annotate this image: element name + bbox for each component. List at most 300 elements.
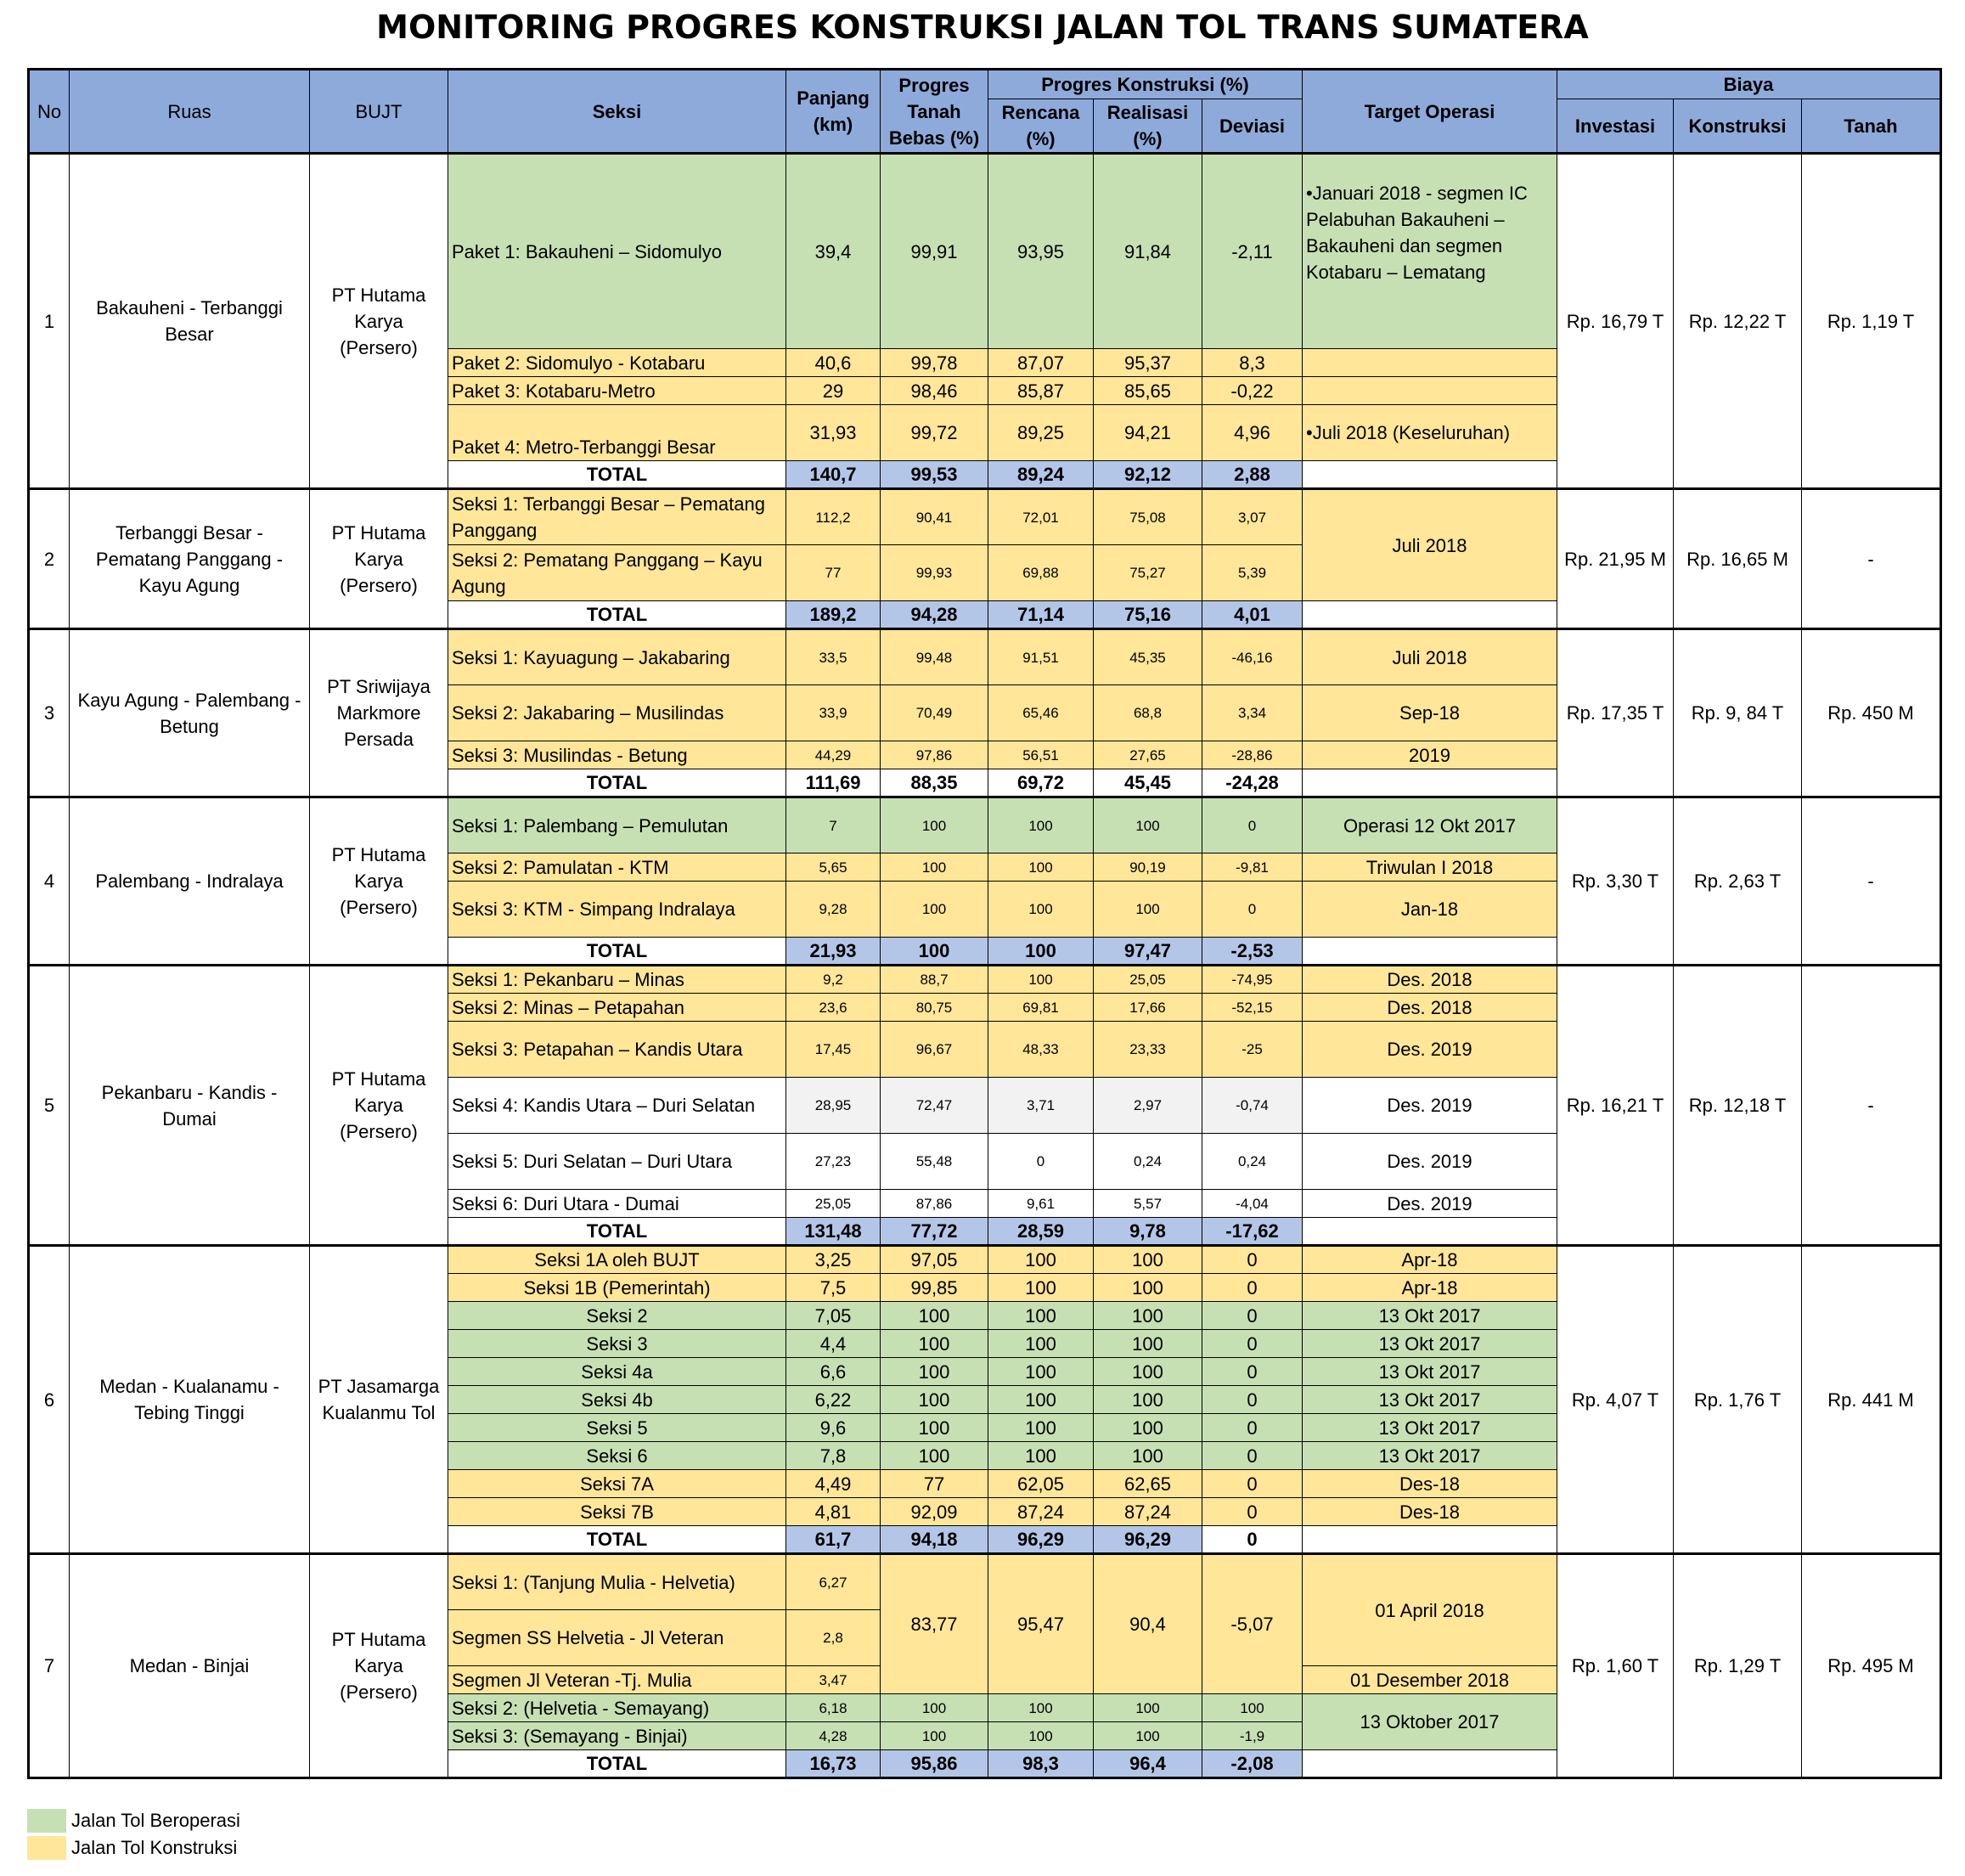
header-biaya: Biaya	[1557, 70, 1941, 99]
total-panjang: 111,69	[786, 769, 881, 797]
ruas-cell: Palembang - Indralaya	[70, 797, 310, 966]
tanah-bebas-cell: 100	[881, 1722, 988, 1750]
deviasi-cell: 0	[1202, 1386, 1303, 1414]
deviasi-cell: -46,16	[1202, 629, 1303, 685]
rencana-cell: 100	[988, 1330, 1094, 1358]
panjang-cell: 25,05	[786, 1190, 881, 1218]
deviasi-cell: 0	[1202, 1470, 1303, 1498]
tanah-bebas-cell: 72,47	[881, 1078, 988, 1134]
tanah-bebas-cell: 70,49	[881, 685, 988, 741]
panjang-cell: 6,6	[786, 1358, 881, 1386]
deviasi-cell: 0	[1202, 1358, 1303, 1386]
tanah-bebas-cell: 100	[881, 853, 988, 882]
total-rencana: 98,3	[988, 1750, 1094, 1778]
investasi-cell: Rp. 16,79 T	[1557, 154, 1674, 489]
tanah-bebas-cell: 99,72	[881, 405, 988, 461]
deviasi-cell: 0	[1202, 1302, 1303, 1330]
seksi-cell: Seksi 2: Pematang Panggang – Kayu Agung	[448, 545, 786, 601]
seksi-cell: Paket 2: Sidomulyo - Kotabaru	[448, 349, 786, 377]
deviasi-cell: 100	[1202, 1694, 1303, 1722]
header-rencana: Rencana (%)	[988, 99, 1094, 154]
target-cell: •Juli 2018 (Keseluruhan)	[1303, 405, 1557, 461]
seksi-cell: Seksi 4b	[448, 1386, 786, 1414]
total-rencana: 96,29	[988, 1526, 1094, 1554]
tanah-bebas-cell: 92,09	[881, 1498, 988, 1526]
realisasi-cell: 100	[1094, 1274, 1202, 1302]
konstruksi-cost-cell: Rp. 1,76 T	[1674, 1246, 1802, 1554]
ruas-cell: Bakauheni - Terbanggi Besar	[70, 154, 310, 489]
deviasi-cell: -4,04	[1202, 1190, 1303, 1218]
table-row	[29, 966, 1941, 994]
realisasi-cell: 45,35	[1094, 629, 1202, 685]
tanah-bebas-cell: 88,7	[881, 966, 988, 994]
target-cell	[1303, 377, 1557, 405]
target-cell: Des. 2019	[1303, 1022, 1557, 1078]
realisasi-cell: 100	[1094, 1330, 1202, 1358]
panjang-cell: 7	[786, 797, 881, 853]
document-title: MONITORING PROGRES KONSTRUKSI JALAN TOL TRANS SUMATERA	[376, 8, 1589, 46]
target-cell: Apr-18	[1303, 1246, 1557, 1274]
tanah-bebas-cell: 77	[881, 1470, 988, 1498]
panjang-cell: 4,4	[786, 1330, 881, 1358]
tanah-bebas-cell: 100	[881, 1358, 988, 1386]
panjang-cell: 28,95	[786, 1078, 881, 1134]
row-no: 4	[29, 797, 70, 966]
panjang-cell: 6,22	[786, 1386, 881, 1414]
deviasi-cell: 0	[1202, 797, 1303, 853]
total-deviasi: 4,01	[1202, 601, 1303, 629]
realisasi-cell: 17,66	[1094, 994, 1202, 1022]
header-no: No	[29, 70, 70, 154]
tanah-bebas-cell: 55,48	[881, 1134, 988, 1190]
panjang-cell: 29	[786, 377, 881, 405]
total-rencana: 71,14	[988, 601, 1094, 629]
total-label: TOTAL	[448, 1750, 786, 1778]
tanah-bebas-cell: 99,93	[881, 545, 988, 601]
rencana-cell: 3,71	[988, 1078, 1094, 1134]
total-panjang: 131,48	[786, 1218, 881, 1246]
rencana-cell: 87,24	[988, 1498, 1094, 1526]
total-realisasi: 9,78	[1094, 1218, 1202, 1246]
tanah-bebas-cell: 83,77	[881, 1554, 988, 1694]
total-tanah-bebas: 88,35	[881, 769, 988, 797]
rencana-cell: 100	[988, 1274, 1094, 1302]
header-konstruksi: Konstruksi	[1674, 99, 1802, 154]
tanah-cost-cell: Rp. 450 M	[1802, 629, 1941, 797]
tanah-cost-cell: Rp. 495 M	[1802, 1554, 1941, 1778]
total-panjang: 61,7	[786, 1526, 881, 1554]
seksi-cell: Seksi 1: Terbanggi Besar – Pematang Panggang	[448, 489, 786, 545]
row-no: 7	[29, 1554, 70, 1778]
seksi-cell: Seksi 5	[448, 1414, 786, 1442]
rencana-cell: 100	[988, 882, 1094, 938]
target-cell: Operasi 12 Okt 2017	[1303, 797, 1557, 853]
realisasi-cell: 100	[1094, 1358, 1202, 1386]
investasi-cell: Rp. 1,60 T	[1557, 1554, 1674, 1778]
total-rencana: 28,59	[988, 1218, 1094, 1246]
panjang-cell: 4,28	[786, 1722, 881, 1750]
seksi-cell: Seksi 7B	[448, 1498, 786, 1526]
seksi-cell: Seksi 3	[448, 1330, 786, 1358]
panjang-cell: 6,18	[786, 1694, 881, 1722]
target-cell: Triwulan I 2018	[1303, 853, 1557, 882]
panjang-cell: 40,6	[786, 349, 881, 377]
total-deviasi: -2,53	[1202, 938, 1303, 966]
target-cell: Des-18	[1303, 1498, 1557, 1526]
rencana-cell: 91,51	[988, 629, 1094, 685]
rencana-cell: 100	[988, 1414, 1094, 1442]
panjang-cell: 23,6	[786, 994, 881, 1022]
deviasi-cell: 0	[1202, 882, 1303, 938]
panjang-cell: 9,28	[786, 882, 881, 938]
target-cell: Des-18	[1303, 1470, 1557, 1498]
rencana-cell: 87,07	[988, 349, 1094, 377]
rencana-cell: 89,25	[988, 405, 1094, 461]
panjang-cell: 9,6	[786, 1414, 881, 1442]
rencana-cell: 100	[988, 1722, 1094, 1750]
total-realisasi: 45,45	[1094, 769, 1202, 797]
seksi-cell: Seksi 3: KTM - Simpang Indralaya	[448, 882, 786, 938]
total-tanah-bebas: 94,28	[881, 601, 988, 629]
tanah-bebas-cell: 98,46	[881, 377, 988, 405]
realisasi-cell: 100	[1094, 1414, 1202, 1442]
total-target-empty	[1303, 1218, 1557, 1246]
total-tanah-bebas: 99,53	[881, 461, 988, 489]
tanah-cost-cell: -	[1802, 966, 1941, 1246]
target-cell: 13 Okt 2017	[1303, 1302, 1557, 1330]
total-deviasi: -17,62	[1202, 1218, 1303, 1246]
rencana-cell: 100	[988, 1302, 1094, 1330]
realisasi-cell: 85,65	[1094, 377, 1202, 405]
total-realisasi: 97,47	[1094, 938, 1202, 966]
total-deviasi: 0	[1202, 1526, 1303, 1554]
tanah-bebas-cell: 97,05	[881, 1246, 988, 1274]
tanah-bebas-cell: 80,75	[881, 994, 988, 1022]
panjang-cell: 17,45	[786, 1022, 881, 1078]
total-target-empty	[1303, 601, 1557, 629]
panjang-cell: 4,49	[786, 1470, 881, 1498]
deviasi-cell: -74,95	[1202, 966, 1303, 994]
seksi-cell: Seksi 2: (Helvetia - Semayang)	[448, 1694, 786, 1722]
realisasi-cell: 100	[1094, 1694, 1202, 1722]
total-label: TOTAL	[448, 461, 786, 489]
realisasi-cell: 100	[1094, 882, 1202, 938]
target-cell: Des. 2018	[1303, 966, 1557, 994]
bujt-cell: PT Hutama Karya (Persero)	[310, 966, 448, 1246]
table-row	[29, 797, 1941, 853]
total-label: TOTAL	[448, 1218, 786, 1246]
tanah-bebas-cell: 97,86	[881, 741, 988, 769]
total-realisasi: 96,4	[1094, 1750, 1202, 1778]
table-row	[29, 489, 1941, 545]
tanah-bebas-cell: 100	[881, 1386, 988, 1414]
header-progres-konstruksi: Progres Konstruksi (%)	[988, 70, 1303, 99]
realisasi-cell: 2,97	[1094, 1078, 1202, 1134]
total-tanah-bebas: 77,72	[881, 1218, 988, 1246]
bujt-cell: PT Hutama Karya (Persero)	[310, 1554, 448, 1778]
header-ruas: Ruas	[70, 70, 310, 154]
header-panjang: Panjang (km)	[786, 70, 881, 154]
bujt-cell: PT Hutama Karya (Persero)	[310, 797, 448, 966]
deviasi-cell: 0	[1202, 1330, 1303, 1358]
rencana-cell: 100	[988, 1694, 1094, 1722]
panjang-cell: 7,05	[786, 1302, 881, 1330]
deviasi-cell: -0,22	[1202, 377, 1303, 405]
target-cell	[1303, 349, 1557, 377]
row-no: 2	[29, 489, 70, 629]
progress-table	[27, 68, 1942, 1779]
rencana-cell: 62,05	[988, 1470, 1094, 1498]
tanah-bebas-cell: 99,91	[881, 154, 988, 349]
header-tanah-bebas: Progres Tanah Bebas (%)	[881, 70, 988, 154]
total-target-empty	[1303, 1526, 1557, 1554]
rencana-cell: 0	[988, 1134, 1094, 1190]
target-cell: •Januari 2018 - segmen IC Pelabuhan Bakauheni – Bakauheni dan segmen Kotabaru – Lematang	[1303, 154, 1557, 349]
tanah-bebas-cell: 100	[881, 1330, 988, 1358]
realisasi-cell: 100	[1094, 797, 1202, 853]
realisasi-cell: 62,65	[1094, 1470, 1202, 1498]
realisasi-cell: 94,21	[1094, 405, 1202, 461]
tanah-bebas-cell: 96,67	[881, 1022, 988, 1078]
seksi-cell: Seksi 1: Kayuagung – Jakabaring	[448, 629, 786, 685]
seksi-cell: Seksi 1B (Pemerintah)	[448, 1274, 786, 1302]
target-cell: Juli 2018	[1303, 629, 1557, 685]
rencana-cell: 95,47	[988, 1554, 1094, 1694]
deviasi-cell: 0	[1202, 1442, 1303, 1470]
realisasi-cell: 100	[1094, 1386, 1202, 1414]
legend-label: Jalan Tol Beroperasi	[71, 1810, 240, 1831]
ruas-cell: Medan - Binjai	[70, 1554, 310, 1778]
total-panjang: 140,7	[786, 461, 881, 489]
deviasi-cell: 0	[1202, 1246, 1303, 1274]
realisasi-cell: 5,57	[1094, 1190, 1202, 1218]
seksi-cell: Seksi 2: Jakabaring – Musilindas	[448, 685, 786, 741]
total-tanah-bebas: 95,86	[881, 1750, 988, 1778]
investasi-cell: Rp. 21,95 M	[1557, 489, 1674, 629]
tanah-bebas-cell: 100	[881, 1442, 988, 1470]
seksi-cell: Seksi 5: Duri Selatan – Duri Utara	[448, 1134, 786, 1190]
seksi-cell: Seksi 3: Musilindas - Betung	[448, 741, 786, 769]
panjang-cell: 3,47	[786, 1666, 881, 1694]
target-cell: 13 Okt 2017	[1303, 1330, 1557, 1358]
rencana-cell: 93,95	[988, 154, 1094, 349]
deviasi-cell: 0	[1202, 1274, 1303, 1302]
bujt-cell: PT Jasamarga Kualanmu Tol	[310, 1246, 448, 1554]
header-bujt: BUJT	[310, 70, 448, 154]
legend-beroperasi	[27, 1809, 537, 1833]
total-deviasi: 2,88	[1202, 461, 1303, 489]
deviasi-cell: -52,15	[1202, 994, 1303, 1022]
total-panjang: 189,2	[786, 601, 881, 629]
tanah-bebas-cell: 100	[881, 1694, 988, 1722]
target-cell: 01 April 2018	[1303, 1554, 1557, 1666]
legend-swatch-yellow	[27, 1836, 66, 1860]
row-no: 5	[29, 966, 70, 1246]
tanah-bebas-cell: 100	[881, 797, 988, 853]
realisasi-cell: 25,05	[1094, 966, 1202, 994]
table-row	[29, 154, 1941, 349]
panjang-cell: 4,81	[786, 1498, 881, 1526]
realisasi-cell: 87,24	[1094, 1498, 1202, 1526]
seksi-cell: Seksi 3: (Semayang - Binjai)	[448, 1722, 786, 1750]
total-target-empty	[1303, 461, 1557, 489]
deviasi-cell: 5,39	[1202, 545, 1303, 601]
deviasi-cell: -28,86	[1202, 741, 1303, 769]
deviasi-cell: 0	[1202, 1498, 1303, 1526]
rencana-cell: 69,88	[988, 545, 1094, 601]
total-deviasi: -24,28	[1202, 769, 1303, 797]
rencana-cell: 65,46	[988, 685, 1094, 741]
ruas-cell: Kayu Agung - Palembang - Betung	[70, 629, 310, 797]
deviasi-cell: 8,3	[1202, 349, 1303, 377]
konstruksi-cost-cell: Rp. 9, 84 T	[1674, 629, 1802, 797]
total-rencana: 69,72	[988, 769, 1094, 797]
realisasi-cell: 75,08	[1094, 489, 1202, 545]
rencana-cell: 56,51	[988, 741, 1094, 769]
bujt-cell: PT Hutama Karya (Persero)	[310, 154, 448, 489]
panjang-cell: 3,25	[786, 1246, 881, 1274]
seksi-cell: Seksi 7A	[448, 1470, 786, 1498]
table-header	[29, 70, 1941, 154]
header-tanah: Tanah	[1802, 99, 1941, 154]
konstruksi-cost-cell: Rp. 12,22 T	[1674, 154, 1802, 489]
tanah-bebas-cell: 99,48	[881, 629, 988, 685]
tanah-bebas-cell: 100	[881, 882, 988, 938]
realisasi-cell: 0,24	[1094, 1134, 1202, 1190]
tanah-bebas-cell: 99,85	[881, 1274, 988, 1302]
header-investasi: Investasi	[1557, 99, 1674, 154]
total-tanah-bebas: 100	[881, 938, 988, 966]
tanah-bebas-cell: 99,78	[881, 349, 988, 377]
total-target-empty	[1303, 769, 1557, 797]
total-label: TOTAL	[448, 1526, 786, 1554]
rencana-cell: 9,61	[988, 1190, 1094, 1218]
total-rencana: 100	[988, 938, 1094, 966]
seksi-cell: Segmen SS Helvetia - Jl Veteran	[448, 1610, 786, 1666]
target-cell: 13 Okt 2017	[1303, 1442, 1557, 1470]
target-cell: Des. 2018	[1303, 994, 1557, 1022]
total-realisasi: 75,16	[1094, 601, 1202, 629]
seksi-cell: Seksi 6: Duri Utara - Dumai	[448, 1190, 786, 1218]
total-rencana: 89,24	[988, 461, 1094, 489]
konstruksi-cost-cell: Rp. 12,18 T	[1674, 966, 1802, 1246]
row-no: 6	[29, 1246, 70, 1554]
tanah-cost-cell: Rp. 441 M	[1802, 1246, 1941, 1554]
rencana-cell: 100	[988, 1358, 1094, 1386]
target-cell: 2019	[1303, 741, 1557, 769]
table-row	[29, 629, 1941, 685]
seksi-cell: Seksi 1: Pekanbaru – Minas	[448, 966, 786, 994]
investasi-cell: Rp. 3,30 T	[1557, 797, 1674, 966]
deviasi-cell: 4,96	[1202, 405, 1303, 461]
target-cell: Des. 2019	[1303, 1190, 1557, 1218]
panjang-cell: 112,2	[786, 489, 881, 545]
deviasi-cell: 0	[1202, 1414, 1303, 1442]
header-seksi: Seksi	[448, 70, 786, 154]
rencana-cell: 100	[988, 966, 1094, 994]
realisasi-cell: 75,27	[1094, 545, 1202, 601]
total-realisasi: 96,29	[1094, 1526, 1202, 1554]
rencana-cell: 48,33	[988, 1022, 1094, 1078]
realisasi-cell: 23,33	[1094, 1022, 1202, 1078]
total-panjang: 21,93	[786, 938, 881, 966]
ruas-cell: Terbanggi Besar - Pematang Panggang - Kayu Agung	[70, 489, 310, 629]
target-cell: 13 Okt 2017	[1303, 1386, 1557, 1414]
seksi-cell: Seksi 4a	[448, 1358, 786, 1386]
tanah-bebas-cell: 100	[881, 1302, 988, 1330]
panjang-cell: 77	[786, 545, 881, 601]
header-realisasi: Realisasi (%)	[1094, 99, 1202, 154]
ruas-cell: Medan - Kualanamu - Tebing Tinggi	[70, 1246, 310, 1554]
panjang-cell: 27,23	[786, 1134, 881, 1190]
panjang-cell: 9,2	[786, 966, 881, 994]
panjang-cell: 2,8	[786, 1610, 881, 1666]
realisasi-cell: 100	[1094, 1246, 1202, 1274]
rencana-cell: 100	[988, 797, 1094, 853]
total-target-empty	[1303, 938, 1557, 966]
seksi-cell: Seksi 2: Pamulatan - KTM	[448, 853, 786, 882]
seksi-cell: Seksi 4: Kandis Utara – Duri Selatan	[448, 1078, 786, 1134]
rencana-cell: 100	[988, 853, 1094, 882]
tanah-bebas-cell: 90,41	[881, 489, 988, 545]
realisasi-cell: 95,37	[1094, 349, 1202, 377]
panjang-cell: 7,5	[786, 1274, 881, 1302]
target-cell: 13 Okt 2017	[1303, 1358, 1557, 1386]
row-no: 3	[29, 629, 70, 797]
deviasi-cell: -1,9	[1202, 1722, 1303, 1750]
realisasi-cell: 27,65	[1094, 741, 1202, 769]
seksi-cell: Seksi 1: Palembang – Pemulutan	[448, 797, 786, 853]
realisasi-cell: 100	[1094, 1722, 1202, 1750]
realisasi-cell: 100	[1094, 1442, 1202, 1470]
seksi-cell: Seksi 2	[448, 1302, 786, 1330]
seksi-cell: Segmen Jl Veteran -Tj. Mulia	[448, 1666, 786, 1694]
tanah-cost-cell: Rp. 1,19 T	[1802, 154, 1941, 489]
seksi-cell: Seksi 6	[448, 1442, 786, 1470]
table-row	[29, 1246, 1941, 1274]
target-cell: 13 Okt 2017	[1303, 1414, 1557, 1442]
realisasi-cell: 91,84	[1094, 154, 1202, 349]
rencana-cell: 72,01	[988, 489, 1094, 545]
total-label: TOTAL	[448, 938, 786, 966]
total-target-empty	[1303, 1750, 1557, 1778]
panjang-cell: 33,5	[786, 629, 881, 685]
deviasi-cell: -5,07	[1202, 1554, 1303, 1694]
panjang-cell: 7,8	[786, 1442, 881, 1470]
deviasi-cell: 0,24	[1202, 1134, 1303, 1190]
total-deviasi: -2,08	[1202, 1750, 1303, 1778]
investasi-cell: Rp. 4,07 T	[1557, 1246, 1674, 1554]
tanah-bebas-cell: 100	[881, 1414, 988, 1442]
total-label: TOTAL	[448, 769, 786, 797]
seksi-cell: Seksi 2: Minas – Petapahan	[448, 994, 786, 1022]
header-target: Target Operasi	[1303, 70, 1557, 154]
panjang-cell: 5,65	[786, 853, 881, 882]
deviasi-cell: 3,07	[1202, 489, 1303, 545]
deviasi-cell: -2,11	[1202, 154, 1303, 349]
realisasi-cell: 90,19	[1094, 853, 1202, 882]
konstruksi-cost-cell: Rp. 2,63 T	[1674, 797, 1802, 966]
target-cell: Apr-18	[1303, 1274, 1557, 1302]
rencana-cell: 100	[988, 1442, 1094, 1470]
rencana-cell: 85,87	[988, 377, 1094, 405]
panjang-cell: 33,9	[786, 685, 881, 741]
table-body	[29, 154, 1941, 1778]
target-cell: Juli 2018	[1303, 489, 1557, 601]
rencana-cell: 69,81	[988, 994, 1094, 1022]
panjang-cell: 44,29	[786, 741, 881, 769]
deviasi-cell: -0,74	[1202, 1078, 1303, 1134]
